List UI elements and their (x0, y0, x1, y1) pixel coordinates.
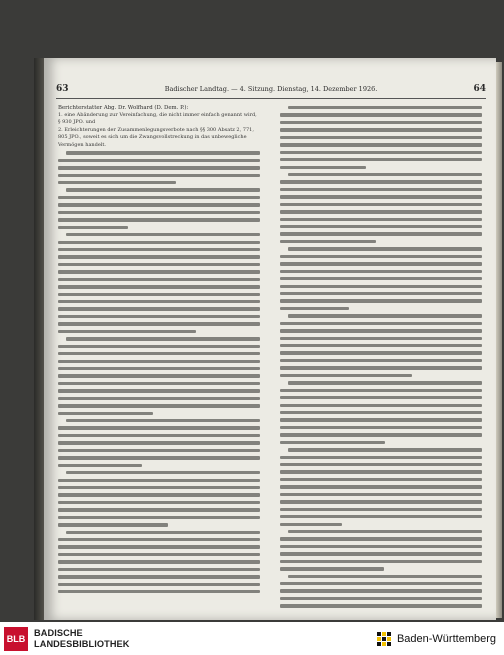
text-line (280, 498, 482, 505)
text-line (280, 402, 482, 409)
text-line-ink (58, 493, 260, 496)
text-line-ink (58, 568, 260, 571)
text-line-ink (280, 597, 482, 600)
text-line-ink (280, 418, 482, 421)
text-line (280, 364, 482, 371)
text-line-ink (280, 508, 482, 511)
text-line (280, 468, 482, 475)
text-line-ink (288, 247, 482, 250)
text-line (280, 506, 482, 513)
right-column-text-lines (280, 104, 482, 610)
footer-bar (0, 622, 504, 655)
text-line (280, 297, 482, 304)
text-line (58, 462, 260, 469)
text-line (58, 372, 260, 379)
text-line-ink (280, 589, 482, 592)
text-line (280, 550, 482, 557)
text-line-ink (280, 456, 482, 459)
scanned-page (44, 58, 496, 620)
text-line-ink (66, 531, 260, 534)
text-line-ink (58, 263, 260, 266)
text-line-ink (58, 166, 260, 169)
text-line (58, 149, 260, 156)
text-line (58, 417, 260, 424)
text-line (58, 499, 260, 506)
text-line (280, 156, 482, 163)
header-rule (56, 98, 486, 99)
text-line-ink (58, 255, 260, 258)
text-line (280, 483, 482, 490)
text-line-ink (280, 433, 482, 436)
text-line (58, 276, 260, 283)
text-line-ink (280, 396, 482, 399)
text-line (58, 551, 260, 558)
text-line (280, 335, 482, 342)
text-line (280, 602, 482, 609)
text-line (58, 566, 260, 573)
left-column-text-lines (58, 149, 260, 595)
text-line (280, 461, 482, 468)
text-line-ink (280, 232, 482, 235)
text-line (58, 387, 260, 394)
text-line-ink (66, 337, 260, 340)
page-number-right: 64 (473, 84, 486, 94)
text-line (58, 402, 260, 409)
text-line-ink (280, 426, 482, 429)
text-line-ink (58, 159, 260, 162)
text-line-ink (58, 345, 260, 348)
text-line (58, 477, 260, 484)
text-line-ink (58, 367, 260, 370)
text-line-ink (280, 292, 482, 295)
text-line (58, 365, 260, 372)
text-line-ink (58, 464, 142, 467)
text-line (280, 491, 482, 498)
text-line-ink (280, 195, 482, 198)
text-line (280, 275, 482, 282)
text-line-ink (58, 248, 260, 251)
text-line-ink (280, 500, 482, 503)
text-line-ink (58, 211, 260, 214)
text-line (58, 506, 260, 513)
text-line (58, 521, 260, 528)
text-line (280, 223, 482, 230)
text-line (280, 409, 482, 416)
text-line (280, 476, 482, 483)
text-line (280, 283, 482, 290)
text-line (280, 387, 482, 394)
text-line (58, 529, 260, 536)
text-line-ink (58, 441, 260, 444)
text-line-ink (58, 241, 260, 244)
text-line (58, 543, 260, 550)
text-line (58, 573, 260, 580)
text-line (280, 290, 482, 297)
text-line-ink (280, 485, 482, 488)
text-line-ink (280, 203, 482, 206)
text-line-ink (58, 285, 260, 288)
text-line (58, 581, 260, 588)
text-line (280, 379, 482, 386)
text-line-ink (58, 218, 260, 221)
text-line (58, 484, 260, 491)
text-line-ink (58, 523, 168, 526)
text-line (280, 253, 482, 260)
text-line (58, 328, 260, 335)
text-line-ink (58, 330, 196, 333)
text-line (58, 350, 260, 357)
text-line (58, 186, 260, 193)
text-line-ink (280, 218, 482, 221)
text-line-ink (280, 121, 482, 124)
text-line-ink (280, 143, 482, 146)
text-line (280, 431, 482, 438)
text-line-ink (66, 233, 260, 236)
text-line (58, 588, 260, 595)
text-line-ink (58, 434, 260, 437)
text-line-ink (58, 322, 260, 325)
text-line (58, 343, 260, 350)
text-line (280, 543, 482, 550)
text-line (58, 320, 260, 327)
text-line-ink (280, 188, 482, 191)
text-line (280, 305, 482, 312)
text-line-ink (280, 225, 482, 228)
text-line-ink (280, 270, 482, 273)
text-line-ink (58, 501, 260, 504)
text-line-ink (58, 479, 260, 482)
text-line (58, 424, 260, 431)
text-line-ink (58, 456, 260, 459)
text-line (58, 454, 260, 461)
text-line-ink (288, 106, 482, 109)
text-line (280, 454, 482, 461)
text-line-ink (58, 382, 260, 385)
text-line (280, 535, 482, 542)
text-line-ink (280, 493, 482, 496)
text-line (58, 395, 260, 402)
text-line-ink (58, 374, 260, 377)
text-line (58, 536, 260, 543)
text-line-ink (280, 389, 482, 392)
text-line-ink (58, 270, 260, 273)
text-line (58, 358, 260, 365)
text-line-ink (58, 404, 260, 407)
text-line-ink (58, 575, 260, 578)
text-line (280, 164, 482, 171)
text-line-ink (58, 486, 260, 489)
text-line-ink (280, 240, 376, 243)
text-line-ink (58, 300, 260, 303)
bw-emblem-icon (377, 632, 391, 646)
text-line-ink (280, 344, 482, 347)
text-line (280, 320, 482, 327)
text-line-ink (66, 419, 260, 422)
left-column (58, 104, 260, 596)
text-line (280, 528, 482, 535)
text-line (280, 119, 482, 126)
text-line-ink (280, 262, 482, 265)
text-line-ink (280, 151, 482, 154)
text-line (58, 261, 260, 268)
text-line-ink (58, 226, 128, 229)
text-line-ink (280, 322, 482, 325)
text-line-ink (58, 389, 260, 392)
text-line-ink (280, 470, 482, 473)
text-line (58, 447, 260, 454)
text-line (58, 253, 260, 260)
text-line (58, 335, 260, 342)
text-line (280, 580, 482, 587)
text-line-ink (288, 173, 482, 176)
text-line-ink (280, 277, 482, 280)
text-line (58, 239, 260, 246)
text-line (58, 283, 260, 290)
text-line-ink (280, 478, 482, 481)
text-line (58, 558, 260, 565)
text-line (280, 416, 482, 423)
text-line (58, 179, 260, 186)
text-line-ink (58, 278, 260, 281)
text-line-ink (58, 545, 260, 548)
text-line (58, 439, 260, 446)
text-line (280, 573, 482, 580)
bw-logo[interactable] (377, 632, 496, 646)
text-line-ink (58, 583, 260, 586)
text-line (280, 268, 482, 275)
bw-logo-text: Baden-Württemberg (396, 632, 496, 645)
text-line (280, 134, 482, 141)
text-line (58, 209, 260, 216)
text-line (58, 514, 260, 521)
text-line (280, 193, 482, 200)
text-line-ink (280, 404, 482, 407)
text-line-ink (58, 560, 260, 563)
blb-logo-text (34, 628, 130, 650)
text-line (280, 439, 482, 446)
text-line-ink (280, 582, 482, 585)
text-line (280, 126, 482, 133)
text-line (280, 201, 482, 208)
text-line-ink (280, 552, 482, 555)
text-line (280, 171, 482, 178)
text-line-ink (58, 293, 260, 296)
running-header (56, 84, 486, 96)
text-line-ink (280, 307, 349, 310)
blb-logo[interactable] (4, 627, 130, 651)
text-line (58, 305, 260, 312)
text-line (58, 157, 260, 164)
text-line-ink (280, 285, 482, 288)
text-line-ink (280, 210, 482, 213)
text-line (58, 231, 260, 238)
text-line (58, 380, 260, 387)
text-line-ink (288, 448, 482, 451)
text-line (280, 260, 482, 267)
text-line-ink (280, 374, 412, 377)
text-line (58, 291, 260, 298)
text-line-ink (58, 181, 176, 184)
text-line (280, 595, 482, 602)
text-line-ink (280, 329, 482, 332)
text-line (58, 172, 260, 179)
text-line (58, 410, 260, 417)
text-line (280, 327, 482, 334)
text-line-ink (288, 575, 482, 578)
right-column (280, 104, 482, 610)
text-line (280, 513, 482, 520)
text-line-ink (280, 567, 384, 570)
text-line-ink (58, 553, 260, 556)
text-line (58, 491, 260, 498)
text-line (280, 558, 482, 565)
text-line-ink (280, 463, 482, 466)
text-line (280, 521, 482, 528)
text-line-ink (280, 136, 482, 139)
text-line-ink (58, 590, 260, 593)
text-line (280, 372, 482, 379)
text-line-ink (288, 314, 482, 317)
text-line-ink (66, 151, 260, 154)
text-line (280, 349, 482, 356)
text-line-ink (280, 545, 482, 548)
text-line (58, 469, 260, 476)
text-line (280, 141, 482, 148)
text-line-ink (58, 360, 260, 363)
text-line-ink (58, 449, 260, 452)
text-line (280, 342, 482, 349)
text-line (58, 224, 260, 231)
text-line (280, 245, 482, 252)
text-line (280, 357, 482, 364)
text-line-ink (280, 604, 482, 607)
text-line (58, 298, 260, 305)
text-line-ink (58, 352, 260, 355)
text-line (58, 216, 260, 223)
text-line-ink (58, 174, 260, 177)
text-line (58, 432, 260, 439)
text-line-ink (280, 180, 482, 183)
text-line-ink (280, 523, 342, 526)
text-line (58, 194, 260, 201)
text-line-ink (58, 412, 153, 415)
text-line-ink (66, 188, 260, 191)
text-line (280, 587, 482, 594)
text-line-ink (58, 538, 260, 541)
text-line (280, 565, 482, 572)
item-2: 2. Erleichterungen der Zusammenlegungsverbote nach §§ 300 Absatz 2, 771, 805 JPO., soweit es sich um die Zwangsvollstreckung in das unbewegliche Vermögen handelt. (58, 126, 254, 148)
blb-line-2: LANDESBIBLIOTHEK (34, 638, 130, 649)
text-line-ink (58, 196, 260, 199)
text-line-ink (58, 508, 260, 511)
text-line-ink (280, 537, 482, 540)
text-line-ink (288, 530, 482, 533)
text-line-ink (280, 560, 482, 563)
text-line (280, 238, 482, 245)
running-title: Badischer Landtag. — 4. Sitzung. Dienstag, 14. Dezember 1926. (164, 85, 378, 93)
text-line-ink (280, 411, 482, 414)
text-line-ink (288, 381, 482, 384)
text-line-ink (58, 516, 260, 519)
page-number-left: 63 (56, 84, 69, 94)
text-line-ink (280, 255, 482, 258)
blb-line-1: BADISCHE (34, 627, 83, 638)
text-line (58, 268, 260, 275)
item-1: 1. eine Abänderung zur Vereinfachung, die nicht immer einfach genannt wird, § 930 JPO. und (58, 112, 257, 126)
text-line-ink (280, 359, 482, 362)
text-line-ink (58, 307, 260, 310)
speaker-line: Berichterstatter Abg. Dr. Wolfhard (D. Dem. P.): (58, 105, 189, 111)
text-line-ink (280, 166, 366, 169)
text-line-ink (280, 337, 482, 340)
text-line-ink (280, 441, 385, 444)
text-line-ink (280, 351, 482, 354)
text-line (280, 446, 482, 453)
text-line-ink (280, 113, 482, 116)
page-stack-edge (496, 62, 502, 618)
text-line-ink (58, 315, 260, 318)
text-line-ink (66, 471, 260, 474)
text-line (280, 178, 482, 185)
text-line-ink (280, 366, 482, 369)
text-line (280, 424, 482, 431)
text-line-ink (58, 426, 260, 429)
text-line-ink (280, 299, 482, 302)
text-line (280, 208, 482, 215)
text-line (58, 164, 260, 171)
text-line-ink (280, 128, 482, 131)
text-line (58, 246, 260, 253)
text-line (280, 230, 482, 237)
text-line-ink (280, 158, 482, 161)
text-line (280, 186, 482, 193)
text-line (280, 394, 482, 401)
text-line (280, 216, 482, 223)
text-line (58, 201, 260, 208)
text-line (280, 149, 482, 156)
text-line (58, 313, 260, 320)
text-line (280, 111, 482, 118)
text-line (280, 104, 482, 111)
text-line-ink (58, 397, 260, 400)
text-line (280, 312, 482, 319)
text-line-ink (58, 203, 260, 206)
blb-logo-mark: BLB (4, 627, 28, 651)
text-line-ink (280, 515, 482, 518)
